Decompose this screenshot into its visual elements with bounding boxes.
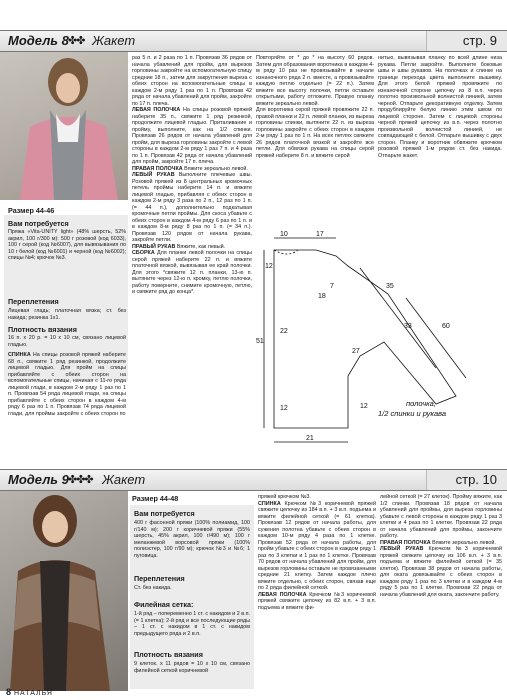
model8-right-sleeve-text: Вяжите, как левый. (176, 243, 226, 250)
model9-density-heading: Плотность вязания (134, 650, 203, 659)
model9-col4-text: лейной сеткой (= 27 клеток). Пройму вяжите, как 1/2 спинки. Провязав 18 рядов от начала убавлений для проймы, для выреза горловины убавьте с левой стороны в каждом ряду 1 раз 3 клетки и 4 раза по 1 клетке. Провязав 22 ряда от начала убавлений для проймы, закончите работу. (380, 494, 502, 539)
dim-12: 12 (265, 263, 273, 270)
dim-10: 10 (280, 231, 288, 238)
model8-col4-text: нитью, вывязывая планку по всей длине низа рукава. Петли закройте. Выполните боковые швы и швы рукавов. На полочках и спинке на границе перехода цвета выполните вышивку. Для этого белой пряжей провяжите по изнаночной стороне цепочку из 8 в.п. через полотно произвольной волнистой линией, затем черной. Отпарьте декоративную отделку. Затем продублируйте белую линию этим швом по лицевой стороне. Затем с лицевой стороны черной пряжей цепочку из в.п. через полотно произвольной волнистой линией, не совпадающей с белой. Отпарьте вышивку с двух сторон. Планку и воротник обвяжите крючком розовой пряжей 1-м рядом ст. без накида. Отпарьте жакет. (378, 55, 502, 159)
model9-size-heading: Размер 44-48 (132, 494, 179, 503)
page-footer (6, 687, 53, 697)
dim-27: 27 (352, 348, 360, 355)
model8-title: Модель 8 (8, 33, 69, 48)
dim-33: 33 (404, 323, 412, 330)
model8-back-text: На спицы розовой пряжей наберите 68 п., свяжите 1 ряд резинкой, продолжите лицевой гладью. Для пройм на спицы прибавляйте с обеих сторон на вспомогательные спицы, начиная с 11-го ряда лицевой глади, в каждом 2-м ряду 1 раз по 1 п. Провязав 54 ряда лицевой глади, на спицы прибавляйте с обеих сторон в каждом 4-м ряду 6 раз по 1 п. Провязав 74 ряда лицевой глади, для проймы закройте с обеих сторон по (8, 352, 126, 417)
model9-left-sleeve-text: Крючком №3 коричневой пряжей свяжите цепочку из 106 в.п. + 3 в.п. подъема и вяжите филейной сеткой (= 35 клеток). Провязав 38 рядов от начала работы, для оката довязывайте с обеих сторон в каждом ряду 1 раз по 3 клетки и в каждом 4-м ряду 5 раз по 1 клетке. Провязав 22 ряда от начала убавлений для оката, закончите работу. (380, 546, 503, 598)
model8-pattern-diagram (256, 228, 504, 450)
model9-left-sleeve-label: ЛЕВЫЙ РУКАВ (380, 546, 424, 552)
model9-density-text: 9 клеток. х 11 рядов = 10 х 10 см, связано филейной сеткой коричневой (134, 661, 250, 674)
model8-density-text: 16 п. х 20 р. = 10 х 10 см, связано лицевой гладью. (8, 335, 126, 348)
model9-stars: ✤✤✤ (68, 474, 93, 486)
dim-12b: 12 (280, 405, 288, 412)
model9-materials-heading: Вам потребуется (134, 509, 195, 518)
model8-materials-text: Пряжа «Vita-UNITY light» (48% шерсть, 52% акрил, 100 г/300 м): 500 г розовой (код 6033), 100 г серой (код №6007), для вывязывания по 10 г белой (код №6001) и черной (код №6002); спицы №4; крючок №3. (8, 229, 126, 261)
model8-weaves-text: Лицевая гладь; платочная вязка; ст. без накида; резинка 1х1. (8, 308, 126, 321)
model8-back-instructions (8, 352, 126, 417)
model9-kind: Жакет (102, 472, 146, 487)
model8-col2-text: раз 5 п. и 2 раза по 1 п. Провязав 36 рядов от начала убавлений для пройм, для вырезов горловины закройте на вспомогательную спицу средние 18 п., затем для закругления выреза с обеих сторон на вспомогательные спицы в каждом 2-м ряду 1 раз по 1 п. Провязав 42 ряда от начала убавлений для пройм, закройте по 17 п. плеча. (132, 55, 252, 107)
model9-photo-figure (0, 491, 128, 691)
dim-17: 17 (316, 231, 324, 238)
dim-35: 35 (386, 283, 394, 290)
dim-12c: 12 (360, 403, 368, 410)
diagram-caption-1: полочка, (406, 399, 436, 408)
model8-assembly-text: Для планки левой полочки на спицы серой пряжей наберите 22 п. и вяжите платочной вязкой, вывязывая ее край полочки. Для этого *свяжите 12 п. планки, 13-ю п. вытяните через 12-ю п. кромку, петлю полочки, работу поверните, снимите кромочную, петлю, и свяжите ряд до конца*. (132, 250, 252, 295)
model9-weaves-heading: Переплетения (134, 574, 185, 583)
dim-7: 7 (330, 283, 334, 290)
model8-right-front-text: Вяжите зеркально левой. (184, 165, 248, 172)
model9-right-front-text: Вяжите зеркально левой. (432, 539, 496, 546)
model8-kind: Жакет (92, 33, 136, 48)
model8-page-ref: стр. 9 (462, 33, 497, 48)
dim-21: 21 (306, 435, 314, 442)
model8-weaves-heading: Переплетения (8, 297, 59, 306)
model9-mesh-heading: Филейная сетка: (134, 600, 194, 609)
model9-column4 (380, 494, 502, 598)
dim-60: 60 (442, 323, 450, 330)
model9-page-ref: стр. 10 (455, 472, 497, 487)
model9-header (0, 469, 507, 491)
model9-photo (0, 491, 128, 691)
model8-stars: ✤✤ (68, 35, 85, 47)
model8-size-heading: Размер 44-46 (8, 206, 55, 215)
model8-column2 (132, 55, 252, 296)
model8-photo (0, 52, 128, 200)
model8-header (0, 30, 507, 52)
model8-column4 (378, 55, 502, 159)
model8-left-sleeve-text: Выполните плечевые швы. Розовой пряжей из 8 центральных кромочных петель проймы наберите 14 п. и вяжите лицевой гладью, прибавляя с обеих сторон в каждом 2-м ряду 3 раза по 2 п., 12 раз по 1 п. (= 44 п.), дополнительно подкатывая кромочные петли проймы. Для скоса убавьте с обеих сторон в каждом 4-м ряду 6 раз по 1 п. и в каждом 8-м ряду 8 раз по 1 п. (= 34 п.). Провязав 120 рядов от начала рукава, закройте петли. (132, 172, 253, 243)
model8-right-sleeve-label: ПРАВЫЙ РУКАВ (132, 243, 176, 250)
model8-right-front-label: ПРАВАЯ ПОЛОЧКА (132, 165, 183, 172)
model9-title: Модель 9 (8, 472, 69, 487)
model8-left-front-label: ЛЕВАЯ ПОЛОЧКА (132, 107, 181, 113)
model8-col3-text2: Для воротника серой пряжей провяжите 22 п. правой планки и 22 п. левой планки, из выреза горловины спинки, вытяните 22 п. из выреза горловины закройте с обеих сторон в каждом 2-м ряду 1 раз по 1 п. На всех петлях свяжите 26 рядов платочной вязкой и закройте все петли. Для обвязки рукава на спицы серой пряжей наберите 8 п. и вяжите серой (256, 107, 374, 159)
model8-assembly-label: СБОРКА (132, 250, 155, 256)
model9-left-front-text: Крючком №3 коричневой пряжей свяжите цепочку из 82 в.п. + 3 в.п. подъема и вяжите фи- (258, 591, 377, 611)
model8-col3-text: Повторяйте от * до * на высоту 60 рядов. Затем для образования воротника в каждом 4-м ряду 10 раз не провязывайте в начале изнаночного ряда 2 п. вместе, а провязывайте каждую петлю отдельно (= 22 п.). Затем вяжите все высоту полочки, петли оставьте открытыми, работу отложите. Правую планку вяжите зеркально левой. (256, 55, 374, 107)
model9-back-label: СПИНКА (258, 500, 281, 507)
model9-left-front-label: ЛЕВАЯ ПОЛОЧКА (258, 591, 307, 598)
model9-weaves-text: Ст. без накида. (134, 585, 172, 591)
dim-18: 18 (318, 293, 326, 300)
model8-photo-figure (0, 52, 128, 200)
model9-materials-text: 400 г фасонной пряжи (100% полиамид, 100 г/140 м); 200 г коричневой пряжи (55% шерсть, 45% акрил, 100 г/490 м); 100 г меланжевой ворсовой пряжи (100% полиэстер, 100 г/90 м); крючок №3 и №6; 1 пуговица. (134, 520, 250, 559)
model9-right-front-label: ПРАВАЯ ПОЛОЧКА (380, 539, 431, 546)
diagram-caption-2: 1/2 спинки и рукава (378, 409, 447, 418)
model9-column3 (258, 494, 376, 611)
magazine-name: НАТАЛЬЯ (13, 690, 53, 697)
model9-back-text: Крючком №3 коричневой пряжей свяжите цепочку из 184 в.п. + 3 в.п. подъема и вяжите филейной сеткой (= 61 клетка). Провязав 12 рядов от начала работы, для сужения полотна убавьте с обеих сторон в каждом 10-м ряду 4 раза по 1 клетке. Провязав 52 ряда от начала работы, для пройм убавьте с обеих сторон в каждом ряду 1 раз по 3 клетки и 1 раз по 1 клетке. Провязав 70 рядов от начала убавлений для пройм, для вырезов горловины оставьте не провязанными средние 21 клетку. Затем каждое плечо вяжите отдельно, с обеих сторон, связав еще по 2 ряда филейной сеткой. (258, 500, 376, 591)
model8-back-label: СПИНКА (8, 352, 31, 358)
model8-left-sleeve-label: ЛЕВЫЙ РУКАВ (132, 172, 175, 178)
model9-col2-text: пряжей крючком №3. (258, 494, 311, 500)
model8-materials-heading: Вам потребуется (8, 219, 69, 228)
dim-51: 51 (256, 338, 264, 345)
model8-left-front-text: На спицы розовой пряжей наберите 35 п., свяжите 1 ряд резинкой, продолжите лицевой гладью. Приталивание и пройму, выполните, как на 1/2 спинки. Провязав 26 рядов от начала убавлений для пройм, для выреза горловины закройте с левой стороны в каждом 2-м ряду 1 раз 7 п. и 4 раза по 1 п. Провязав 42 ряда от начала убавлений для пройм, закройте 17 п. плеча. (132, 107, 252, 165)
dim-22: 22 (280, 328, 288, 335)
model9-mesh-text: 1-й ряд – попеременно 1 ст. с накидом и 2 в.п. (= 1 клетка); 2-й ряд и все последующие ряды – 1 ст. с накидом в 1 ст. с накидом предыдущего ряда и 2 в.п. (134, 611, 251, 637)
model8-column3 (256, 55, 374, 159)
model8-density-heading: Плотность вязания (8, 325, 77, 334)
page-number: 8 (6, 687, 12, 697)
